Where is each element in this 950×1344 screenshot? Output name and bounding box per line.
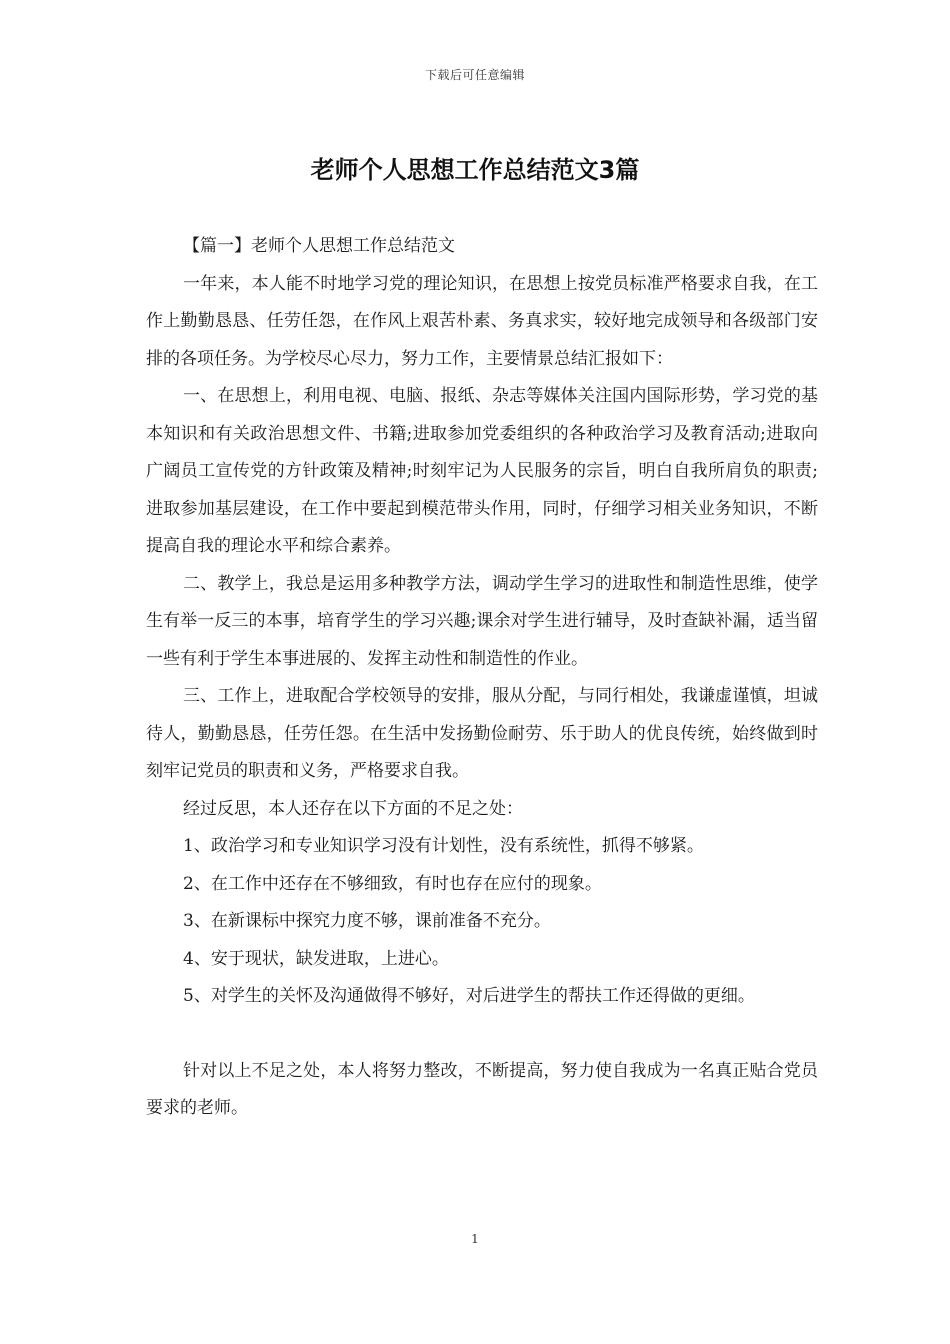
document-body [146,228,818,1128]
document-title: 老师个人思想工作总结范文3篇 [310,156,640,184]
section-heading: 【篇一】老师个人思想工作总结范文 [183,236,455,256]
page-number: 1 [471,1232,479,1246]
header-note: 下载后可任意编辑 [424,68,525,82]
list-item-shortcoming-5: 5、对学生的关怀及沟通做得不够好，对后进学生的帮扶工作还得做的更细。 [183,986,755,1006]
list-item-shortcoming-3: 3、在新课标中探究力度不够，课前准备不充分。 [183,911,551,931]
paragraph-thought: 一、在思想上，利用电视、电脑、报纸、杂志等媒体关注国内国际形势，学习党的基本知识和有关政治思想文件、书籍;进取参加党委组织的各种政治学习及教育活动;进取向广阔员工宣传党的方针政策及精神;时刻牢记为人民服务的宗旨，明白自我所肩负的职责;进取参加基层建设，在工作中要起到模范带头作用，同时，仔细学习相关业务知识，不断提高自我的理论水平和综合素养。 [146,386,818,556]
list-item-shortcoming-4: 4、安于现状，缺发进取，上进心。 [183,948,449,969]
paragraph-work: 三、工作上，进取配合学校领导的安排，服从分配，与同行相处，我谦虚谨慎，坦诚待人，勤勤恳恳，任劳任怨。在生活中发扬勤俭耐劳、乐于助人的优良传统，始终做到时刻牢记党员的职责和义务，严格要求自我。 [146,686,818,781]
paragraph-intro: 一年来，本人能不时地学习党的理论知识，在思想上按党员标准严格要求自我，在工作上勤勤恳恳、任劳任怨，在作风上艰苦朴素、务真求实，较好地完成领导和各级部门安排的各项任务。为学校尽心尽力，努力工作，主要情景总结汇报如下： [146,273,818,369]
paragraph-conclusion: 针对以上不足之处，本人将努力整改，不断提高，努力使自我成为一名真正贴合党员要求的老师。 [146,1060,818,1118]
paragraph-teaching: 二、教学上，我总是运用多种教学方法，调动学生学习的进取性和制造性思维，使学生有举一反三的本事，培育学生的学习兴趣;课余对学生进行辅导，及时查缺补漏，适当留一些有利于学生本事进展的、发挥主动性和制造性的作业。 [146,573,818,669]
list-item-shortcoming-2: 2、在工作中还存在不够细致，有时也存在应付的现象。 [183,873,602,894]
paragraph-reflection: 经过反思，本人还存在以下方面的不足之处： [183,798,523,819]
list-item-shortcoming-1: 1、政治学习和专业知识学习没有计划性，没有系统性，抓得不够紧。 [183,836,704,856]
